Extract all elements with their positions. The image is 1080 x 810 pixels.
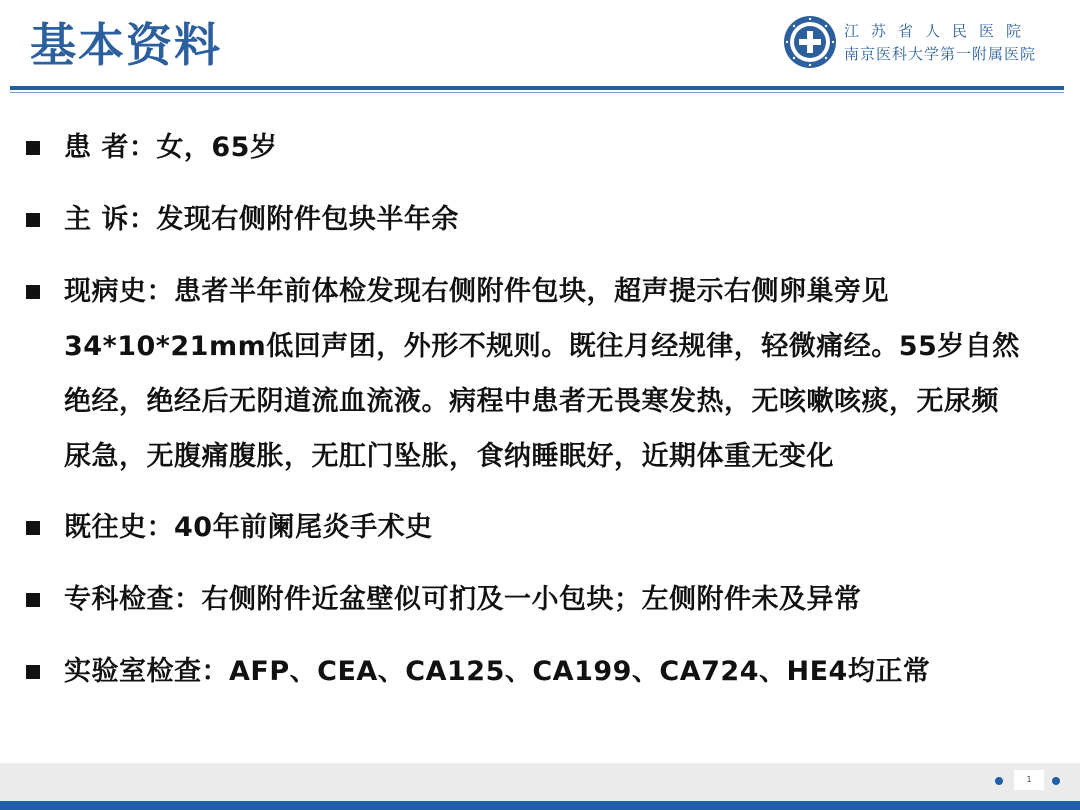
square-bullet-icon: [26, 141, 40, 155]
page-number: 1: [1014, 770, 1044, 790]
footer-dot-icon: [995, 777, 1003, 785]
item-text: 专科检查：右侧附件近盆壁似可扪及一小包块；左侧附件未及异常: [64, 584, 862, 615]
list-item: [26, 192, 1056, 248]
item-text: 患 者：女，65岁: [64, 132, 278, 163]
square-bullet-icon: [26, 593, 40, 607]
header-rule-thin: [10, 92, 1064, 93]
item-text: 实验室检查：AFP、CEA、CA125、CA199、CA724、HE4均正常: [64, 656, 931, 687]
hospital-logo: [782, 14, 1036, 70]
header-rule: [10, 86, 1064, 90]
list-item: [26, 120, 1056, 176]
footer-dot-icon: [1052, 777, 1060, 785]
hospital-name-line1: 江苏省人民医院: [844, 22, 1034, 40]
square-bullet-icon: [26, 213, 40, 227]
item-text: 既往史：40年前阑尾炎手术史: [64, 512, 433, 543]
slide-title: 基本资料: [30, 18, 222, 72]
item-text: 现病史：患者半年前体检发现右侧附件包块，超声提示右侧卵巢旁见34*10*21mm低回声团，外形不规则。既往月经规律，轻微痛经。55岁自然绝经，绝经后无阴道流血流液。病程中患者无畏寒发热，无咳嗽咳痰，无尿频尿急，无腹痛腹胀，无肛门坠胀，食纳睡眠好，近期体重无变化: [64, 276, 1020, 472]
item-text: 主 诉：发现右侧附件包块半年余: [64, 204, 459, 235]
slide-footer: [0, 763, 1080, 801]
square-bullet-icon: [26, 521, 40, 535]
square-bullet-icon: [26, 285, 40, 299]
list-item: [26, 644, 1056, 700]
list-item: [26, 500, 1056, 556]
hospital-name-line2: 南京医科大学第一附属医院: [844, 45, 1037, 63]
hospital-emblem-icon: [782, 14, 838, 70]
list-item: [26, 264, 1056, 484]
square-bullet-icon: [26, 665, 40, 679]
footer-bar: [0, 801, 1080, 810]
list-item: [26, 572, 1056, 628]
patient-info-list: [26, 120, 1056, 716]
